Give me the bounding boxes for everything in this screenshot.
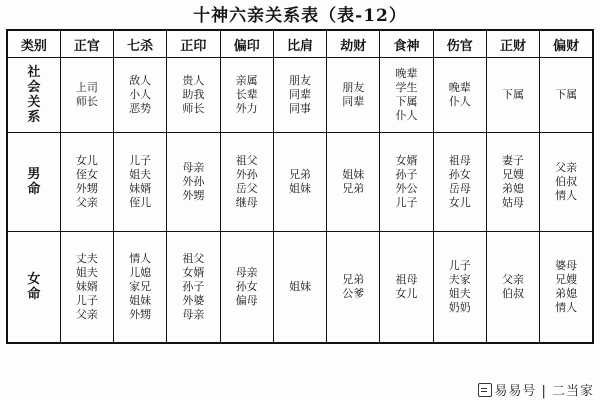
app-icon — [478, 383, 492, 397]
column-header-zhengcai: 正财 — [486, 30, 539, 58]
cell-social-pianyin: 亲属 长辈 外力 — [220, 58, 273, 133]
table-header-row — [7, 30, 593, 58]
cell-female-bijian: 姐妹 — [273, 232, 326, 344]
column-header-shishen: 食神 — [380, 30, 433, 58]
row-header-male-fate: 男 命 — [7, 133, 60, 232]
cell-male-qisha: 儿子 姐夫 妹婿 侄儿 — [114, 133, 167, 232]
row-header-social-relations: 社 会 关 系 — [7, 58, 60, 133]
cell-female-zhengcai: 父亲 伯叔 — [486, 232, 539, 344]
cell-female-zhengyin: 祖父 女婿 孙子 外婆 母亲 — [167, 232, 220, 344]
table-body — [7, 58, 593, 344]
cell-female-shangguan: 儿子 夫家 姐夫 奶奶 — [433, 232, 486, 344]
watermark — [476, 380, 596, 399]
column-header-zhengyin: 正印 — [167, 30, 220, 58]
cell-male-zhengguan: 女儿 侄女 外甥 父亲 — [60, 133, 113, 232]
cell-social-qisha: 敌人 小人 恶势 — [114, 58, 167, 133]
cell-male-bijian: 兄弟 姐妹 — [273, 133, 326, 232]
column-header-shangguan: 伤官 — [433, 30, 486, 58]
cell-male-shishen: 女婿 孙子 外公 儿子 — [380, 133, 433, 232]
column-header-qisha: 七杀 — [114, 30, 167, 58]
cell-male-zhengcai: 妻子 兄嫂 弟媳 姑母 — [486, 133, 539, 232]
column-header-zhengguan: 正官 — [60, 30, 113, 58]
row-header-female-fate: 女 命 — [7, 232, 60, 344]
page-title: 十神六亲关系表（表-12） — [193, 6, 407, 26]
cell-social-bijian: 朋友 同辈 同事 — [273, 58, 326, 133]
cell-social-shangguan: 晚辈 仆人 — [433, 58, 486, 133]
cell-male-shangguan: 祖母 孙女 岳母 女儿 — [433, 133, 486, 232]
column-header-piancai: 偏财 — [540, 30, 593, 58]
cell-female-pianyin: 母亲 孙女 偏母 — [220, 232, 273, 344]
cell-female-qisha: 情人 儿媳 家兄 姐妹 外甥 — [114, 232, 167, 344]
cell-social-zhengcai: 下属 — [486, 58, 539, 133]
watermark-text: 易易号 | 二当家 — [494, 384, 594, 399]
cell-male-piancai: 父亲 伯叔 情人 — [540, 133, 593, 232]
column-header-bijian: 比肩 — [273, 30, 326, 58]
column-header-pianyin: 偏印 — [220, 30, 273, 58]
cell-social-zhengguan: 上司 师长 — [60, 58, 113, 133]
cell-male-jiecai: 姐妹 兄弟 — [327, 133, 380, 232]
cell-male-pianyin: 祖父 外孙 岳父 继母 — [220, 133, 273, 232]
cell-female-piancai: 婆母 兄嫂 弟媳 情人 — [540, 232, 593, 344]
table-header — [7, 30, 593, 58]
ten-gods-relations-table — [6, 29, 594, 344]
cell-male-zhengyin: 母亲 外孙 外甥 — [167, 133, 220, 232]
cell-female-jiecai: 兄弟 公爹 — [327, 232, 380, 344]
table-row — [7, 58, 593, 133]
table-row — [7, 232, 593, 344]
column-header-jiecai: 劫财 — [327, 30, 380, 58]
table-row — [7, 133, 593, 232]
cell-social-shishen: 晚辈 学生 下属 仆人 — [380, 58, 433, 133]
cell-social-piancai: 下属 — [540, 58, 593, 133]
cell-social-jiecai: 朋友 同辈 — [327, 58, 380, 133]
table-corner-header: 类别 — [7, 30, 60, 58]
cell-female-zhengguan: 丈夫 姐夫 妹婿 儿子 父亲 — [60, 232, 113, 344]
cell-social-zhengyin: 贵人 助我 师长 — [167, 58, 220, 133]
cell-female-shishen: 祖母 女儿 — [380, 232, 433, 344]
